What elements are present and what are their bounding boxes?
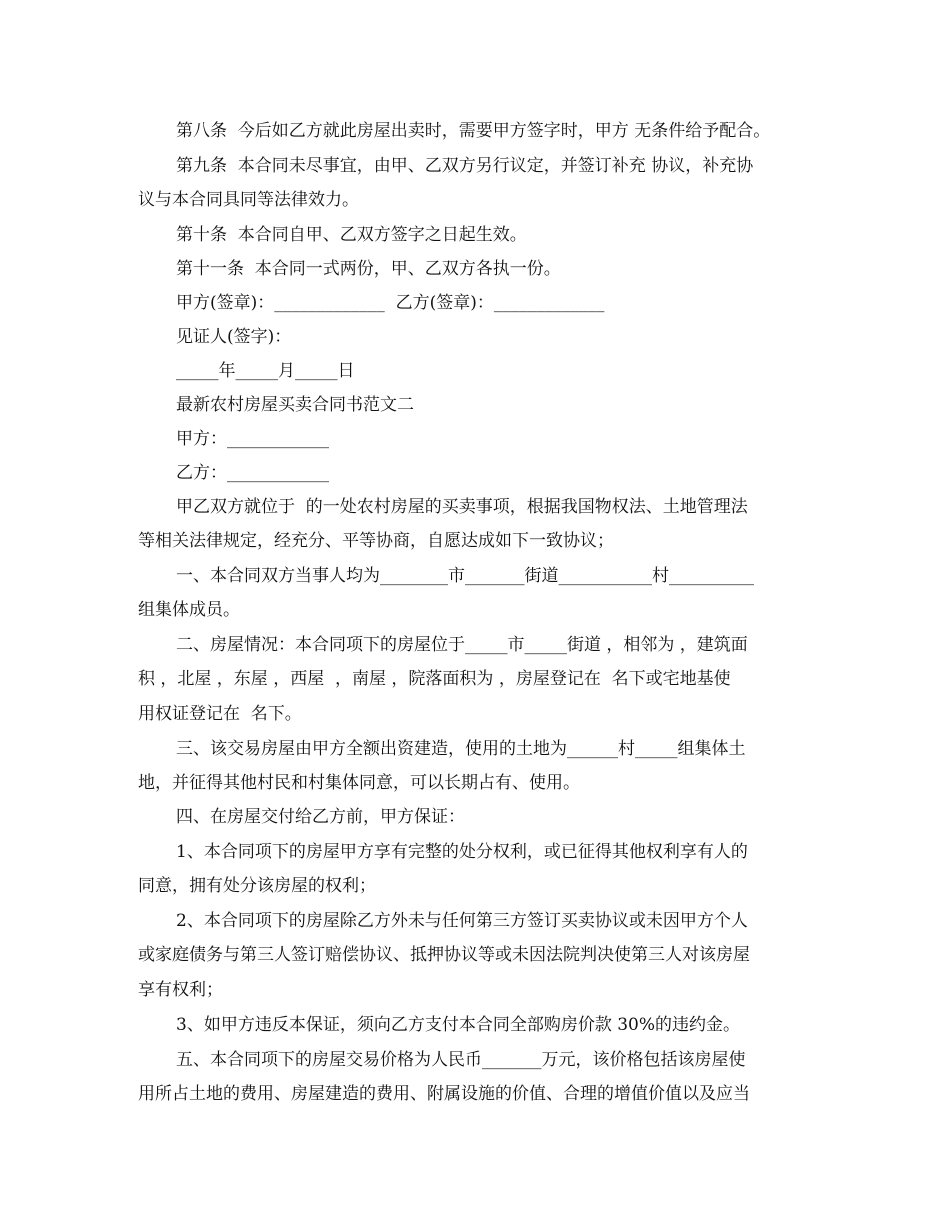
clause-9-line-1: 第九条 本合同未尽事宜，由甲、乙双方另行议定，并签订补充 协议，补充协 [176, 156, 754, 176]
item-5-line-1: 五、本合同项下的房屋交易价格为人民币_______万元，该价格包括该房屋使 [176, 1050, 746, 1070]
item-2-line-3: 用权证登记在 名下。 [138, 704, 302, 724]
item-4-line: 四、在房屋交付给乙方前，甲方保证： [176, 807, 465, 827]
item-2-line-1: 二、房屋情况：本合同项下的房屋位于_____市_____街道 ，相邻为 ，建筑面 [176, 635, 748, 655]
clause-10-line: 第十条 本合同自甲、乙双方签字之日起生效。 [176, 225, 527, 245]
preamble-line-2: 等相关法律规定，经充分、平等协商，自愿达成如下一致协议； [138, 531, 614, 551]
guarantee-3-line: 3、如甲方违反本保证，须向乙方支付本合同全部购房价款 30%的违约金。 [176, 1015, 741, 1035]
date-line: _____年_____月_____日 [176, 361, 355, 381]
section-title: 最新农村房屋买卖合同书范文二 [176, 395, 414, 415]
party-a-line: 甲方：____________ [176, 429, 329, 449]
item-1-line-2: 组集体成员。 [138, 600, 240, 620]
guarantee-1-line-1: 1、本合同项下的房屋甲方享有完整的处分权利，或已征得其他权利享有人的 [176, 842, 748, 862]
clause-8-line: 第八条 今后如乙方就此房屋出卖时，需要甲方签字时，甲方 无条件给予配合。 [176, 121, 771, 141]
signature-line: 甲方(签章)：_____________ 乙方(签章)：_____________ [176, 293, 605, 313]
guarantee-2-line-1: 2、本合同项下的房屋除乙方外未与任何第三方签订买卖协议或未因甲方个人 [176, 911, 748, 931]
guarantee-2-line-2: 或家庭债务与第三人签订赔偿协议、抵押协议等或未因法院判决使第三人对该房屋 [138, 945, 750, 965]
item-1-line-1: 一、本合同双方当事人均为________市_______街道___________村__________ [176, 566, 754, 586]
item-2-line-2: 积 ，北屋 ，东屋 ，西屋 ，南屋 ，院落面积为 ，房屋登记在 名下或宅地基使 [138, 669, 731, 689]
guarantee-2-line-3: 享有权利； [138, 980, 223, 1000]
clause-11-line: 第十一条 本合同一式两份，甲、乙双方各执一份。 [176, 259, 561, 279]
guarantee-1-line-2: 同意，拥有处分该房屋的权利； [138, 876, 376, 896]
item-3-line-1: 三、该交易房屋由甲方全额出资建造，使用的土地为______村_____组集体土 [176, 739, 746, 759]
party-b-line: 乙方：____________ [176, 463, 329, 483]
item-5-line-2: 用所占土地的费用、房屋建造的费用、附属设施的价值、合理的增值价值以及应当 [138, 1084, 750, 1104]
item-3-line-2: 地，并征得其他村民和村集体同意，可以长期占有、使用。 [138, 773, 580, 793]
preamble-line-1: 甲乙双方就位于 的一处农村房屋的买卖事项，根据我国物权法、土地管理法 [176, 497, 748, 517]
witness-line: 见证人(签字)： [176, 327, 292, 347]
clause-9-line-2: 议与本合同具同等法律效力。 [138, 190, 359, 210]
